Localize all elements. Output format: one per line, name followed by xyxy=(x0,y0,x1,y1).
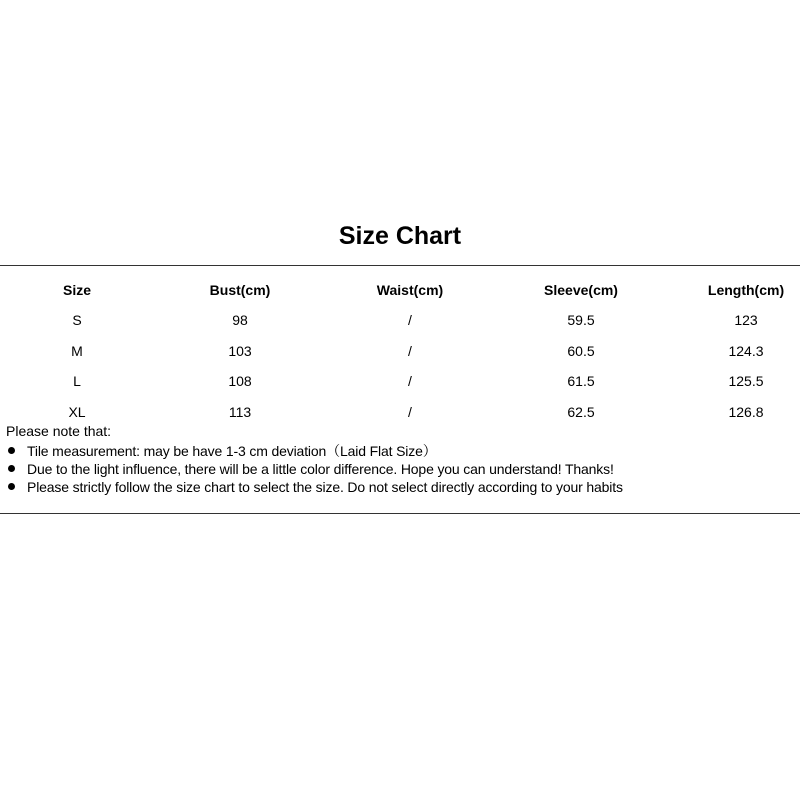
table-row xyxy=(0,306,800,337)
notes-section xyxy=(6,422,796,496)
cell-sleeve: 61.5 xyxy=(567,373,595,389)
header-waist: Waist(cm) xyxy=(376,282,444,298)
note-text: Tile measurement: may be have 1-3 cm deviation（Laid Flat Size） xyxy=(27,443,437,459)
header-size: Size xyxy=(62,282,91,298)
note-text: Please strictly follow the size chart to select the size. Do not select directly according to your habits xyxy=(27,479,623,495)
note-item xyxy=(6,460,796,478)
cell-length: 123 xyxy=(734,312,758,328)
note-item xyxy=(6,442,796,460)
cell-sleeve: 62.5 xyxy=(567,403,595,420)
cell-bust: 108 xyxy=(228,373,252,389)
cell-waist: / xyxy=(408,373,412,389)
bullet-icon xyxy=(8,465,15,472)
note-text: Due to the light influence, there will be a little color difference. Hope you can understand! Thanks! xyxy=(27,461,614,477)
table-header-row xyxy=(0,276,800,306)
header-sleeve: Sleeve(cm) xyxy=(544,282,618,298)
page-title: Size Chart xyxy=(338,222,462,250)
cell-sleeve: 59.5 xyxy=(567,312,595,328)
cell-size: M xyxy=(71,342,83,359)
bottom-divider xyxy=(0,513,800,514)
cell-waist: / xyxy=(408,403,412,420)
cell-bust: 113 xyxy=(228,403,252,420)
notes-heading: Please note that: xyxy=(6,423,112,439)
note-item xyxy=(6,478,796,496)
cell-length: 126.8 xyxy=(728,403,764,420)
cell-bust: 98 xyxy=(232,312,248,328)
size-table xyxy=(0,276,800,428)
table-row xyxy=(0,367,800,398)
cell-length: 124.3 xyxy=(728,342,764,359)
top-divider xyxy=(0,265,800,266)
table-row xyxy=(0,337,800,368)
cell-waist: / xyxy=(408,342,412,359)
cell-sleeve: 60.5 xyxy=(567,342,595,359)
header-bust: Bust(cm) xyxy=(209,282,271,298)
cell-size: L xyxy=(73,373,81,389)
header-length: Length(cm) xyxy=(707,282,785,298)
bullet-icon xyxy=(8,447,15,454)
bullet-icon xyxy=(8,483,15,490)
cell-bust: 103 xyxy=(228,342,252,359)
cell-size: S xyxy=(72,312,82,328)
cell-waist: / xyxy=(408,312,412,328)
cell-size: XL xyxy=(68,403,86,420)
cell-length: 125.5 xyxy=(728,373,764,389)
